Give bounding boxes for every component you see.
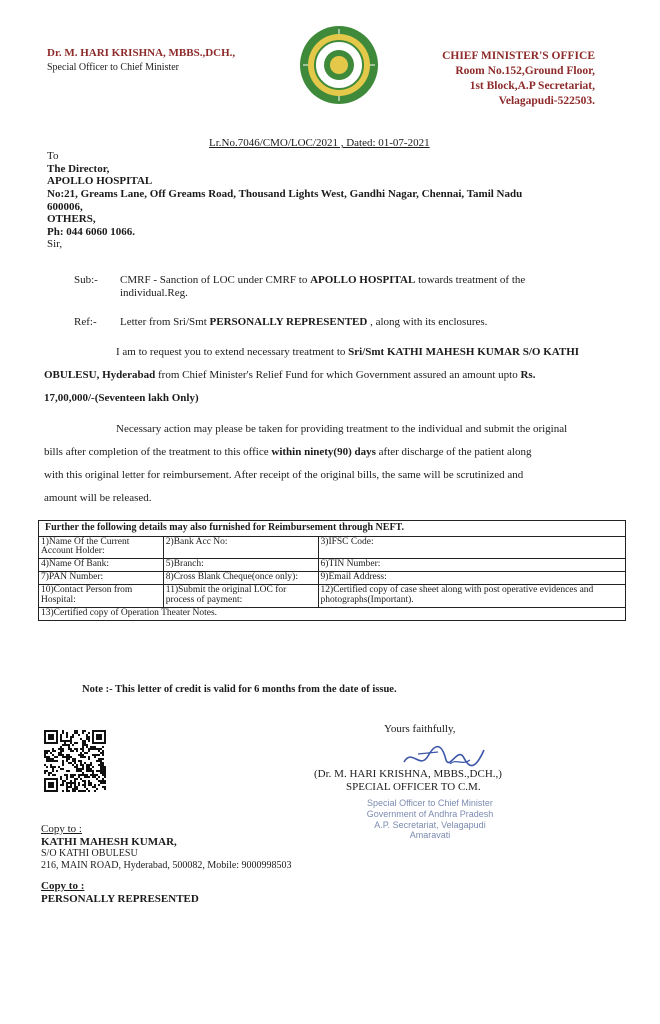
copy-to-recipient: [41, 823, 292, 871]
reference-a: Letter from Sri/Smt: [120, 316, 210, 328]
sender-name: Dr. M. HARI KRISHNA, MBBS.,DCH.,: [47, 47, 236, 59]
para2-l4: amount will be released.: [44, 492, 152, 504]
para2-a: bills after completion of the treatment to this office: [44, 446, 272, 458]
table-cell: 8)Cross Blank Cheque(once only):: [163, 572, 318, 585]
table-cell: 12)Certified copy of case sheet along with post operative evidences and photographs(Important).: [318, 585, 625, 608]
reference-text: [120, 316, 487, 328]
hospital-name: APOLLO HOSPITAL: [47, 175, 153, 188]
para2-l3: with this original letter for reimbursement. After receipt of the original bills, the same will be scrutinized and: [44, 469, 524, 481]
patient-city: OBULESU, Hyderabad: [44, 369, 156, 381]
neft-details-table: [38, 520, 626, 621]
sender-designation: Special Officer to Chief Minister: [47, 62, 180, 73]
office-room: Room No.152,Ground Floor,: [455, 65, 595, 77]
table-cell: 3)IFSC Code:: [318, 536, 625, 559]
reference-representative: PERSONALLY REPRESENTED: [209, 316, 368, 328]
copy-recipient-name: KATHI MAHESH KUMAR,: [41, 835, 177, 848]
copy-to-label: Copy to :: [41, 823, 82, 835]
signatory-name: (Dr. M. HARI KRISHNA, MBBS.,DCH.,): [314, 768, 502, 780]
para2-l1: Necessary action may please be taken for providing treatment to the individual and submit the original: [116, 423, 568, 435]
office-block: 1st Block,A.P Secretariat,: [469, 80, 595, 92]
copy-recipient-address: 216, MAIN ROAD, Hyderabad, 500082, Mobile: 9000998503: [41, 859, 292, 871]
to-label: To: [47, 150, 59, 162]
office-name: CHIEF MINISTER'S OFFICE: [442, 50, 595, 62]
subject-text-a: CMRF - Sanction of LOC under CMRF to: [120, 274, 311, 286]
reference-label: Ref:-: [74, 316, 97, 328]
subject-text: [120, 274, 620, 299]
table-cell: 13)Certified copy of Operation Theater Notes.: [39, 608, 626, 621]
salutation: Sir,: [47, 238, 63, 251]
official-stamp: [330, 798, 530, 841]
subject-hospital: APOLLO HOSPITAL: [310, 274, 416, 286]
stamp-line-2: Government of Andhra Pradesh: [366, 808, 494, 819]
table-row: [39, 572, 626, 585]
addressee: [47, 150, 522, 251]
copy-to-second: [41, 880, 199, 905]
copy-to-label-2: Copy to :: [41, 880, 85, 892]
subject-line-2: individual.Reg.: [120, 286, 188, 299]
request-paragraph: [44, 341, 630, 410]
qr-code: [44, 730, 106, 792]
subject-text-c: towards treatment of the: [415, 274, 526, 286]
copy-recipient-relation: S/O KATHI OBULESU: [41, 848, 138, 860]
table-row: [39, 559, 626, 572]
office-address-block: [420, 49, 595, 109]
stamp-line-1: Special Officer to Chief Minister: [367, 798, 493, 808]
table-cell: 11)Submit the original LOC for process of payment:: [163, 585, 318, 608]
table-row: [39, 536, 626, 559]
para1-rs: Rs.: [520, 369, 536, 381]
hospital-phone: Ph: 044 6060 1066.: [47, 225, 135, 238]
copy-second-name: PERSONALLY REPRESENTED: [41, 892, 199, 905]
table-cell: 10)Contact Person from Hospital:: [39, 585, 164, 608]
table-row: [39, 585, 626, 608]
para2-c: after discharge of the patient along: [375, 446, 532, 458]
table-cell: 5)Branch:: [163, 559, 318, 572]
table-cell: 1)Name Of the Current Account Holder:: [39, 536, 164, 559]
para1-b: from Chief Minister's Relief Fund for which Government assured an amount upto: [155, 369, 521, 381]
sanctioned-amount: 17,00,000/-(Seventeen lakh Only): [44, 392, 199, 404]
others-line: OTHERS,: [47, 213, 96, 226]
submission-deadline: within ninety(90) days: [271, 446, 376, 458]
validity-note: Note :- This letter of credit is valid for 6 months from the date of issue.: [82, 684, 397, 695]
closing-phrase: Yours faithfully,: [384, 723, 456, 735]
para1-a: I am to request you to extend necessary treatment to: [116, 346, 349, 358]
table-cell: 9)Email Address:: [318, 572, 625, 585]
subject-label: Sub:-: [74, 274, 98, 286]
stamp-line-4: Amaravati: [409, 830, 451, 841]
stamp-line-3: A.P. Secretariat, Velagapudi: [374, 819, 486, 830]
ap-emblem-seal: [298, 24, 380, 106]
table-cell: 6)TIN Number:: [318, 559, 625, 572]
office-place: Velagapudi-522503.: [498, 95, 595, 107]
table-row: [39, 608, 626, 621]
signatory-title: SPECIAL OFFICER TO C.M.: [346, 781, 481, 793]
instructions-paragraph: [44, 418, 630, 510]
table-cell: 4)Name Of Bank:: [39, 559, 164, 572]
hospital-address-2: 600006,: [47, 200, 83, 213]
neft-table-heading: Further the following details may also furnished for Reimbursement through NEFT.: [39, 521, 626, 537]
director-line: The Director,: [47, 162, 110, 175]
patient-name: Sri/Smt KATHI MAHESH KUMAR S/O KATHI: [348, 346, 580, 358]
hospital-address-1: No:21, Greams Lane, Off Greams Road, Thousand Lights West, Gandhi Nagar, Chennai, Tamil Nadu: [47, 187, 523, 200]
table-cell: 7)PAN Number:: [39, 572, 164, 585]
table-cell: 2)Bank Acc No:: [163, 536, 318, 559]
letter-number: Lr.No.7046/CMO/LOC/2021 , Dated: 01-07-2021: [209, 137, 430, 149]
reference-c: , along with its enclosures.: [367, 316, 488, 328]
